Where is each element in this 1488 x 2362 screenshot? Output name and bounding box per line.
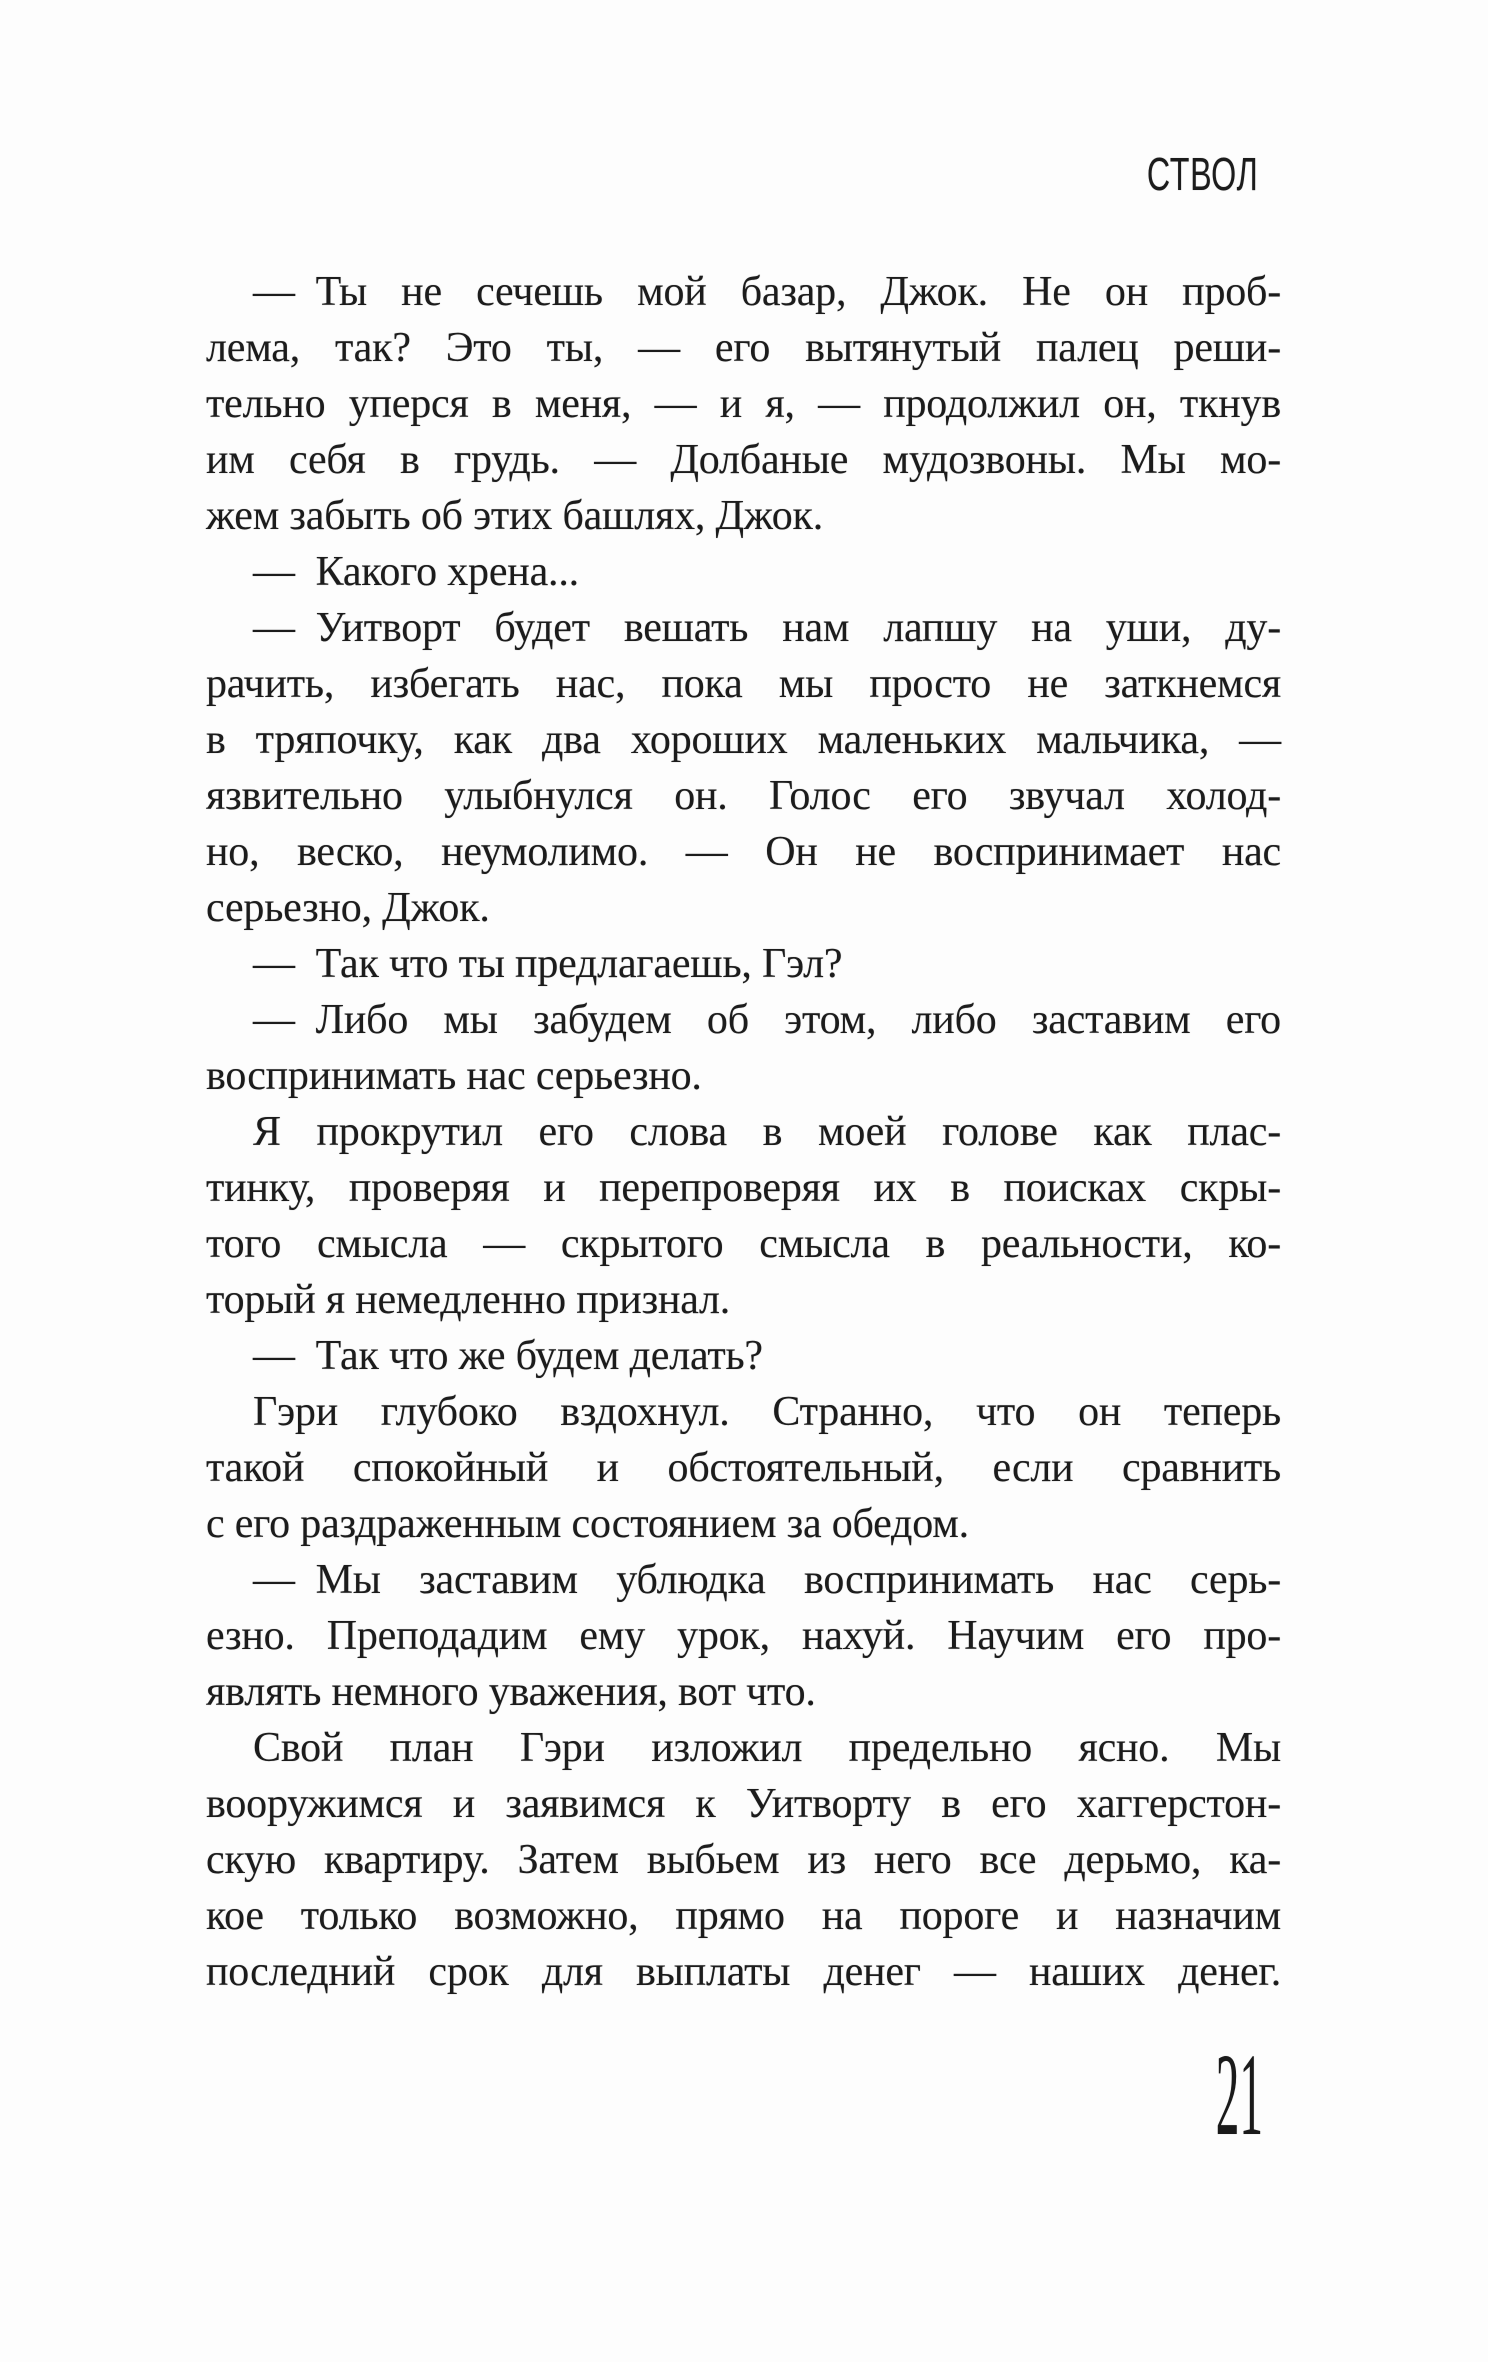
page-text bbox=[206, 264, 1281, 2000]
text-line: Гэри глубоко вздохнул. Странно, что он теперь bbox=[253, 1389, 1281, 1435]
page-number: 21 bbox=[1215, 2029, 1263, 2160]
text-line: кое только возможно, прямо на пороге и назначим bbox=[206, 1893, 1281, 1939]
text-line: воспринимать нас серьезно. bbox=[206, 1053, 702, 1099]
text-line: — Так что же будем делать? bbox=[253, 1333, 763, 1379]
text-line: езно. Преподадим ему урок, нахуй. Научим его про- bbox=[206, 1613, 1281, 1659]
text-line: Свой план Гэри изложил предельно ясно. Мы bbox=[253, 1725, 1281, 1771]
text-line: Я прокрутил его слова в моей голове как плас- bbox=[253, 1109, 1281, 1155]
text-line: последний срок для выплаты денег — наших денег. bbox=[206, 1949, 1281, 1995]
text-line: являть немного уважения, вот что. bbox=[206, 1669, 816, 1715]
text-line: лема, так? Это ты, — его вытянутый палец реши- bbox=[206, 325, 1281, 371]
text-line: рачить, избегать нас, пока мы просто не заткнемся bbox=[206, 661, 1281, 707]
text-line: — Уитворт будет вешать нам лапшу на уши, ду- bbox=[253, 605, 1281, 651]
text-line: того смысла — скрытого смысла в реальности, ко- bbox=[206, 1221, 1281, 1267]
text-line: с его раздраженным состоянием за обедом. bbox=[206, 1501, 969, 1547]
text-line: такой спокойный и обстоятельный, если сравнить bbox=[206, 1445, 1281, 1491]
text-line: серьезно, Джок. bbox=[206, 885, 490, 931]
text-line: вооружимся и заявимся к Уитворту в его хаггерстон- bbox=[206, 1781, 1281, 1827]
text-line: — Мы заставим ублюдка воспринимать нас серь- bbox=[253, 1557, 1281, 1603]
text-line: но, веско, неумолимо. — Он не воспринимает нас bbox=[206, 829, 1281, 875]
text-line: жем забыть об этих башлях, Джок. bbox=[206, 493, 823, 539]
running-header: СТВОЛ bbox=[1146, 148, 1258, 200]
text-line: торый я немедленно признал. bbox=[206, 1277, 731, 1323]
text-line: — Какого хрена... bbox=[253, 549, 579, 595]
text-line: — Либо мы забудем об этом, либо заставим его bbox=[253, 997, 1281, 1043]
text-line: — Так что ты предлагаешь, Гэл? bbox=[253, 941, 843, 987]
text-line: скую квартиру. Затем выбьем из него все дерьмо, ка- bbox=[206, 1837, 1281, 1883]
text-line: тельно уперся в меня, — и я, — продолжил он, ткнув bbox=[206, 381, 1281, 427]
text-line: в тряпочку, как два хороших маленьких мальчика, — bbox=[206, 717, 1281, 763]
text-line: — Ты не сечешь мой базар, Джок. Не он проб- bbox=[253, 269, 1281, 315]
text-line: тинку, проверяя и перепроверяя их в поисках скры- bbox=[206, 1165, 1281, 1211]
text-line: язвительно улыбнулся он. Голос его звучал холод- bbox=[206, 773, 1281, 819]
text-line: им себя в грудь. — Долбаные мудозвоны. Мы мо- bbox=[206, 437, 1281, 483]
